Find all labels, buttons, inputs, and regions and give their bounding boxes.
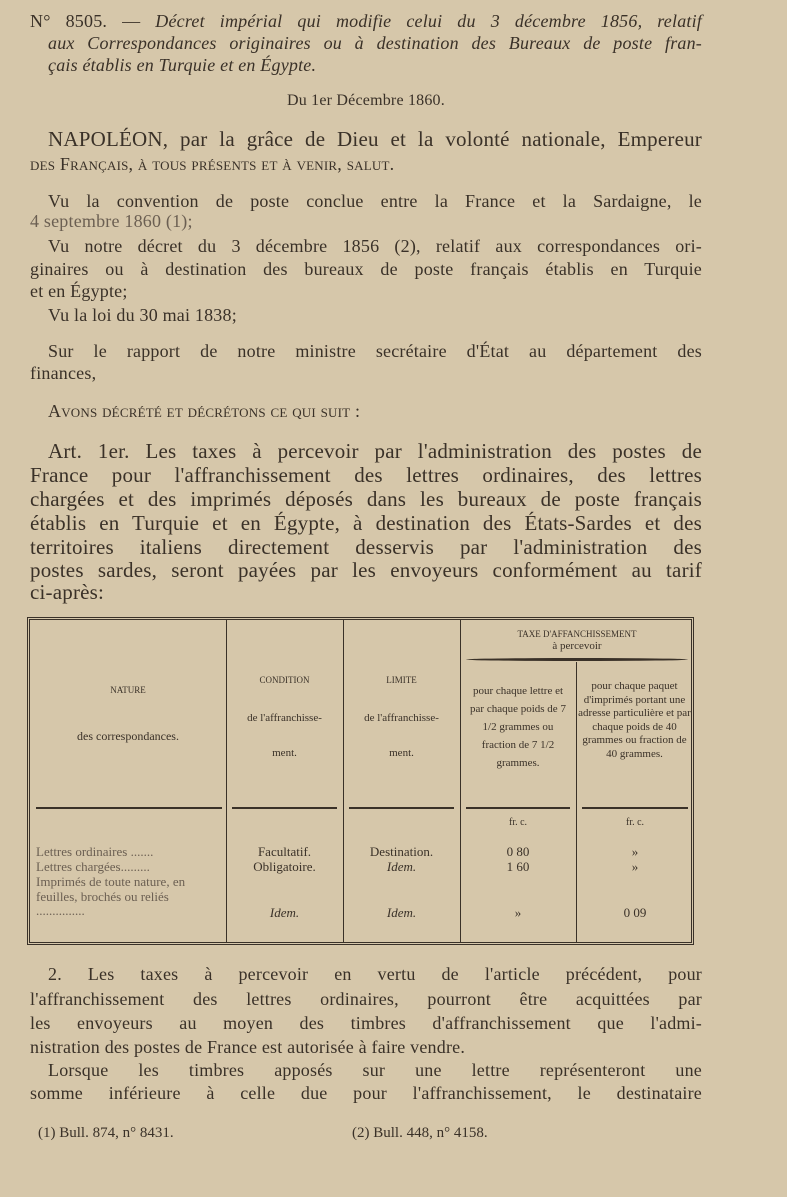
header-limite: LIMITE <box>386 675 417 685</box>
cell-lettre: 1 60 <box>506 859 530 874</box>
header-rule <box>36 807 222 809</box>
text-line: 2. Les taxes à percevoir en vertu de l'article précédent, pour <box>48 964 702 984</box>
text-line: Art. 1er. Les taxes à percevoir par l'administration des postes de <box>48 439 702 463</box>
tariff-table <box>27 617 694 945</box>
column-divider <box>226 620 227 942</box>
cell-condition: Idem. <box>269 905 300 920</box>
text-line: NAPOLÉON, par la grâce de Dieu et la volonté nationale, Empereur <box>48 127 702 151</box>
text-line: Vu la convention de poste conclue entre la France et la Sardaigne, le <box>48 191 702 211</box>
text-line: somme inférieure à celle due pour l'affranchissement, le destinataire <box>30 1083 702 1103</box>
header-nature-sub: des correspondances. <box>77 729 179 743</box>
text-line: les envoyeurs au moyen des timbres d'affranchissement que l'admi- <box>30 1013 702 1033</box>
footnote-1: (1) Bull. 874, n° 8431. <box>38 1125 174 1141</box>
cell-nature: Imprimés de toute nature, en feuilles, brochés ou reliés ............... <box>36 874 186 918</box>
cell-condition: Facultatif. <box>257 844 312 859</box>
decree-title: Décret impérial qui modifie celui du 3 décembre 1856, relatif <box>155 11 702 31</box>
text-line: établis en Turquie et en Égypte, à destination des États-Sardes et des <box>30 511 702 535</box>
header-rule <box>232 807 337 809</box>
decree-date: Du 1er Décembre 1860. <box>287 92 445 109</box>
text-line: Vu la loi du 30 mai 1838; <box>48 305 237 325</box>
text-line: postes sardes, seront payées par les envoyeurs conformément au tarif <box>30 558 702 582</box>
decree-title-line: çais établis en Turquie et en Égypte. <box>48 55 317 75</box>
cell-nature: Lettres ordinaires ....... <box>36 844 154 859</box>
cell-imprimes: 0 09 <box>623 905 647 920</box>
header-lettre: pour chaque lettre et par chaque poids de 7 1/2 grammes ou fraction de 7 1/2 grammes. <box>470 685 566 769</box>
header-rule <box>349 807 454 809</box>
text-line: Vu notre décret du 3 décembre 1856 (2), relatif aux correspondances ori- <box>48 236 702 256</box>
header-imprimes: pour chaque paquet d'imprimés portant une adresse particulière et par chaque poids de 40 grammes ou fraction de 40 grammes. <box>578 680 691 760</box>
text-line: ci-après: <box>30 580 105 604</box>
cell-lettre: » <box>514 905 522 920</box>
column-divider <box>343 620 344 942</box>
header-condition-sub: ment. <box>272 747 297 759</box>
cell-limite: Idem. <box>386 859 417 874</box>
footnote-2: (2) Bull. 448, n° 4158. <box>352 1125 488 1141</box>
cell-lettre: 0 80 <box>506 844 530 859</box>
header-taxe: TAXE D'AFFANCHISSEMENT <box>517 629 637 639</box>
text-line: chargées et des imprimés déposés dans les bureaux de poste français <box>30 487 702 511</box>
decree-number: N° 8505. — <box>30 11 141 31</box>
text-line: France pour l'affranchissement des lettres ordinaires, des lettres <box>30 463 702 487</box>
cell-condition: Obligatoire. <box>253 859 316 874</box>
text-line: ginaires ou à destination des bureaux de poste français établis en Turquie <box>30 259 702 279</box>
text-line: finances, <box>30 363 97 383</box>
text-line: l'affranchissement des lettres ordinaires, pourront être acquittées par <box>30 989 702 1009</box>
unit-label: fr. c. <box>625 817 645 828</box>
header-limite-sub: de l'affranchisse- <box>364 712 439 724</box>
cell-nature: Lettres chargées......... <box>36 859 150 874</box>
text-line: 4 septembre 1860 (1); <box>30 211 193 231</box>
text-line: Sur le rapport de notre ministre secrétaire d'État au département des <box>48 341 702 361</box>
cell-limite: Idem. <box>386 905 417 920</box>
header-condition-sub: de l'affranchisse- <box>247 712 322 724</box>
cell-imprimes: » <box>631 844 639 859</box>
header-taxe-sub: à percevoir <box>552 640 602 652</box>
text-line: Avons décrété et décrétons ce qui suit : <box>48 401 361 421</box>
text-line: nistration des postes de France est autorisée à faire vendre. <box>30 1037 466 1057</box>
cell-limite: Destination. <box>369 844 434 859</box>
text-line: territoires italiens directement desservis par l'administration des <box>30 535 702 559</box>
text-line: et en Égypte; <box>30 281 128 301</box>
column-divider <box>460 620 461 942</box>
header-condition: CONDITION <box>259 675 310 685</box>
text-line: Lorsque les timbres apposés sur une lettre représenteront une <box>48 1060 702 1080</box>
header-rule <box>582 807 688 809</box>
header-rule <box>466 807 570 809</box>
decree-title-line: aux Correspondances originaires ou à destination des Bureaux de poste fran- <box>48 33 702 53</box>
brace-rule <box>466 658 688 661</box>
text-line: des Français, à tous présents et à venir, salut. <box>30 154 395 174</box>
header-limite-sub: ment. <box>389 747 414 759</box>
header-nature: NATURE <box>110 685 146 695</box>
unit-label: fr. c. <box>508 817 528 828</box>
column-divider <box>576 662 577 942</box>
cell-imprimes: » <box>631 859 639 874</box>
